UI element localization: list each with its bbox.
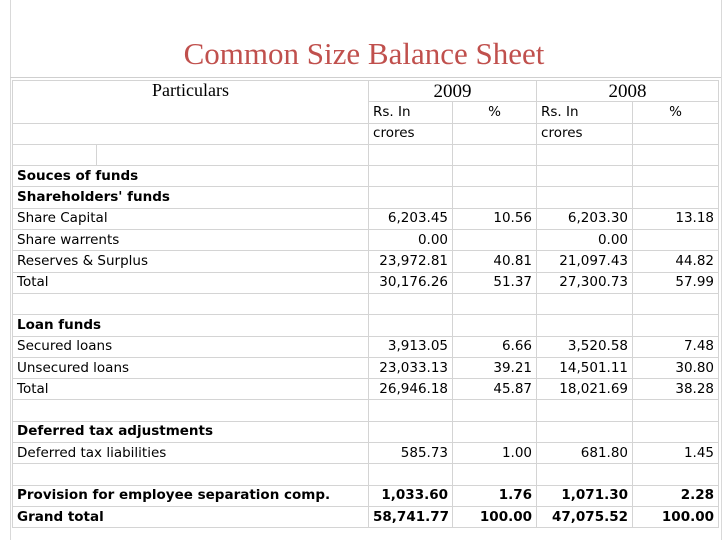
pct-2008 [633, 230, 719, 251]
value-2009: 23,972.81 [369, 251, 453, 272]
row-label [13, 400, 369, 421]
value-2008: 681.80 [537, 443, 633, 464]
row-label: Share warrents [13, 230, 369, 251]
slide-title: Common Size Balance Sheet [183, 36, 545, 71]
pct-2009: 1.76 [453, 485, 537, 506]
pct-header-2008: % [633, 102, 719, 123]
value-2009 [369, 400, 453, 421]
table-row [13, 464, 719, 485]
row-label: Secured loans [13, 336, 369, 357]
row-label: Share Capital [13, 208, 369, 229]
pct-2008: 44.82 [633, 251, 719, 272]
pct-2009: 6.66 [453, 336, 537, 357]
value-2009 [369, 187, 453, 208]
value-2008: 6,203.30 [537, 208, 633, 229]
unit-header-2009: Rs. In [369, 102, 453, 123]
table-row [13, 315, 719, 336]
table-row [13, 400, 719, 421]
row-label: Deferred tax liabilities [13, 443, 369, 464]
pct-2009: 45.87 [453, 379, 537, 400]
value-2008 [537, 293, 633, 314]
unit-header-2008: Rs. In [537, 102, 633, 123]
pct-2009: 51.37 [453, 272, 537, 293]
pct-2008 [633, 400, 719, 421]
value-2008 [537, 421, 633, 442]
value-2008: 3,520.58 [537, 336, 633, 357]
row-label: Shareholders' funds [13, 187, 369, 208]
pct-2009 [453, 187, 537, 208]
row-label: Deferred tax adjustments [13, 421, 369, 442]
value-2009: 26,946.18 [369, 379, 453, 400]
spacer-cell [537, 144, 633, 165]
pct-2009 [453, 315, 537, 336]
row-label [13, 464, 369, 485]
table-row [13, 506, 719, 527]
pct-2009 [453, 293, 537, 314]
pct-2009: 100.00 [453, 506, 537, 527]
table-row [13, 293, 719, 314]
table-row [13, 379, 719, 400]
pct-header-2009: % [453, 102, 537, 123]
pct-2009 [453, 464, 537, 485]
pct-2008: 30.80 [633, 357, 719, 378]
table-row [13, 336, 719, 357]
title-divider [10, 77, 721, 78]
year-2008-header: 2008 [537, 81, 719, 102]
table-row [13, 208, 719, 229]
pct-2008: 1.45 [633, 443, 719, 464]
pct-2009 [453, 166, 537, 187]
value-2009 [369, 464, 453, 485]
table-row [13, 187, 719, 208]
spacer-cell [633, 144, 719, 165]
value-2009: 1,033.60 [369, 485, 453, 506]
spacer-cell [369, 144, 453, 165]
crores-header-2008: crores [537, 123, 633, 144]
value-2009 [369, 166, 453, 187]
value-2008 [537, 464, 633, 485]
value-2008: 18,021.69 [537, 379, 633, 400]
value-2009: 30,176.26 [369, 272, 453, 293]
value-2008: 0.00 [537, 230, 633, 251]
pct-2009 [453, 421, 537, 442]
value-2009: 23,033.13 [369, 357, 453, 378]
pct-2008 [633, 421, 719, 442]
value-2009: 585.73 [369, 443, 453, 464]
pct-2008: 7.48 [633, 336, 719, 357]
header-blank-cell [13, 123, 369, 144]
value-2009 [369, 293, 453, 314]
value-2008: 47,075.52 [537, 506, 633, 527]
spacer-cell [97, 144, 369, 165]
value-2009: 0.00 [369, 230, 453, 251]
pct-2008 [633, 293, 719, 314]
pct-2009: 10.56 [453, 208, 537, 229]
value-2009: 6,203.45 [369, 208, 453, 229]
row-label: Provision for employee separation comp. [13, 485, 369, 506]
table-row [13, 166, 719, 187]
spacer-cell [13, 144, 97, 165]
pct-2008 [633, 464, 719, 485]
value-2008: 21,097.43 [537, 251, 633, 272]
value-2008 [537, 166, 633, 187]
pct-2008: 100.00 [633, 506, 719, 527]
spacer-cell [453, 144, 537, 165]
pct-2008: 2.28 [633, 485, 719, 506]
value-2009 [369, 421, 453, 442]
row-label: Grand total [13, 506, 369, 527]
pct-2009: 1.00 [453, 443, 537, 464]
row-label: Total [13, 272, 369, 293]
spacer-row [13, 144, 719, 165]
row-label: Unsecured loans [13, 357, 369, 378]
pct-2009: 40.81 [453, 251, 537, 272]
year-2009-header: 2009 [369, 81, 537, 102]
table-row [13, 357, 719, 378]
table-row [13, 230, 719, 251]
row-label: Souces of funds [13, 166, 369, 187]
value-2008 [537, 187, 633, 208]
table-row [13, 485, 719, 506]
pct-2008: 13.18 [633, 208, 719, 229]
pct-2008: 38.28 [633, 379, 719, 400]
row-label: Reserves & Surplus [13, 251, 369, 272]
value-2009 [369, 315, 453, 336]
balance-sheet-table [12, 80, 719, 528]
value-2009: 3,913.05 [369, 336, 453, 357]
pct-blank-2009 [453, 123, 537, 144]
pct-2008: 57.99 [633, 272, 719, 293]
pct-2009 [453, 400, 537, 421]
table-row [13, 421, 719, 442]
particulars-header: Particulars [13, 81, 369, 124]
pct-2008 [633, 315, 719, 336]
pct-2008 [633, 166, 719, 187]
table-row [13, 443, 719, 464]
value-2008 [537, 400, 633, 421]
row-label: Total [13, 379, 369, 400]
pct-2009: 39.21 [453, 357, 537, 378]
value-2008: 27,300.73 [537, 272, 633, 293]
value-2009: 58,741.77 [369, 506, 453, 527]
pct-blank-2008 [633, 123, 719, 144]
value-2008 [537, 315, 633, 336]
pct-2008 [633, 187, 719, 208]
header-year-row [13, 81, 719, 102]
header-crores-row [13, 123, 719, 144]
crores-header-2009: crores [369, 123, 453, 144]
row-label: Loan funds [13, 315, 369, 336]
table-row [13, 251, 719, 272]
row-label [13, 293, 369, 314]
value-2008: 1,071.30 [537, 485, 633, 506]
value-2008: 14,501.11 [537, 357, 633, 378]
pct-2009 [453, 230, 537, 251]
table-row [13, 272, 719, 293]
